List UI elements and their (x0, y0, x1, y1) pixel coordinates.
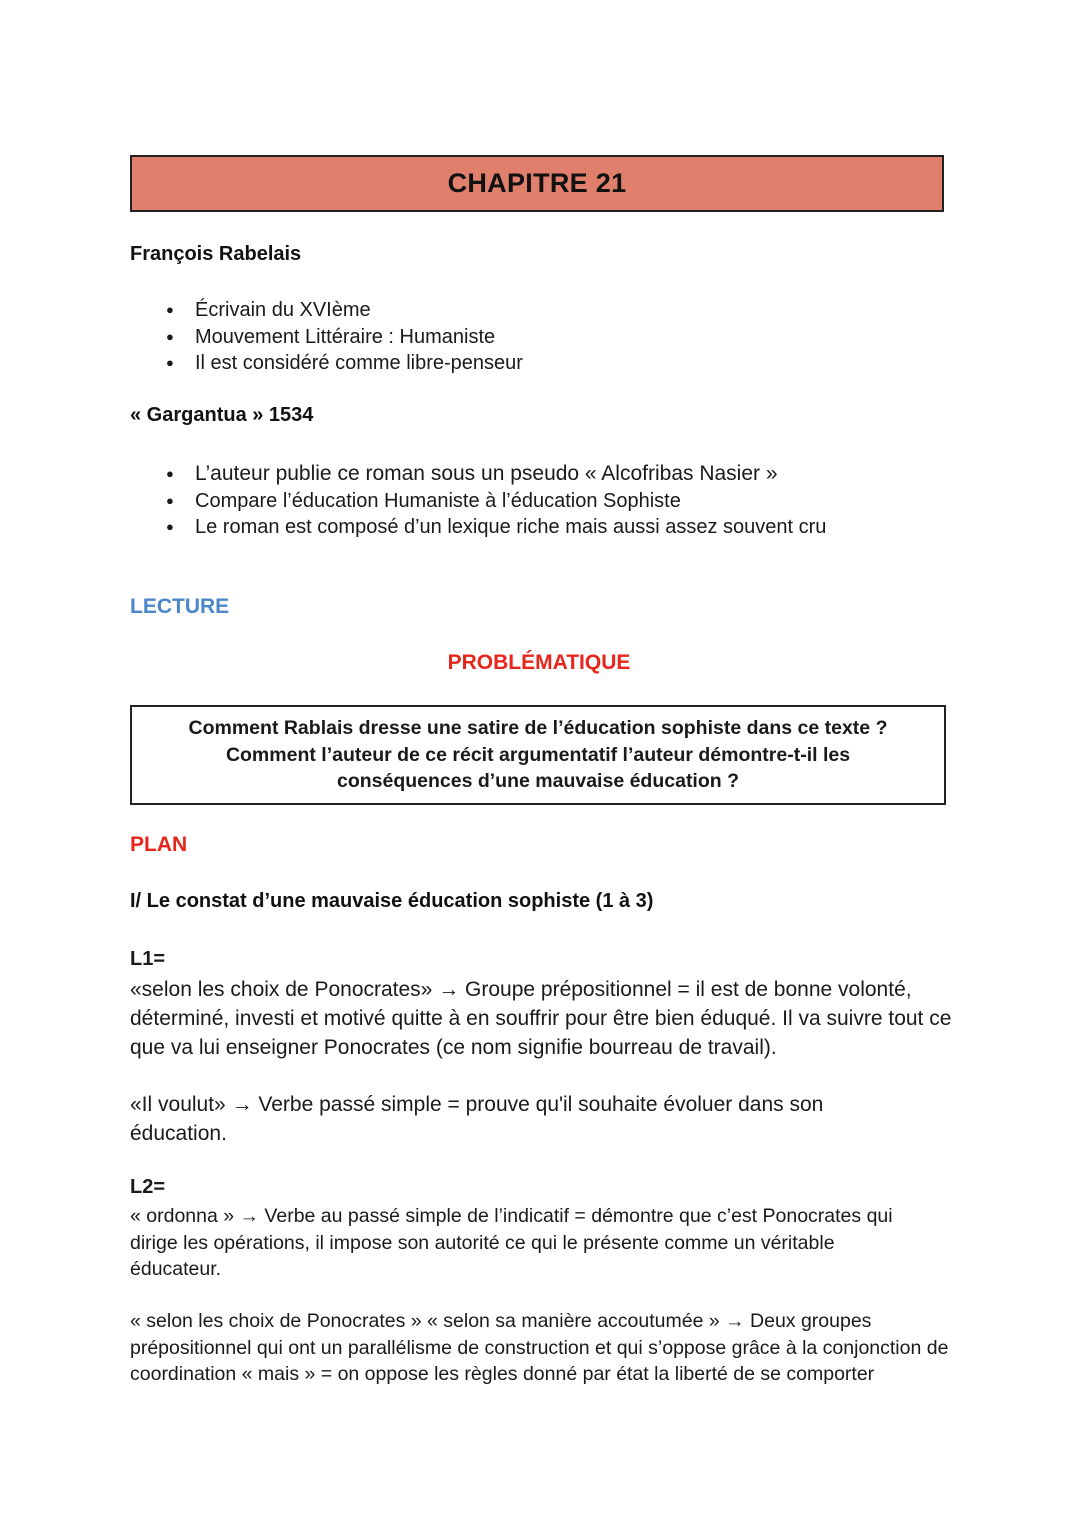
list-item: ● L’auteur publie ce roman sous un pseudo « Alcofribas Nasier » (130, 461, 980, 488)
l2-label: L2= (130, 1176, 166, 1198)
problematique-box (130, 705, 946, 805)
problematique-line: Comment Rablais dresse une satire de l’éducation sophiste dans ce texte ? (188, 717, 888, 740)
list-item: ● Écrivain du XVIème (130, 297, 930, 324)
problematique-line: Comment l’auteur de ce récit argumentatif l’auteur démontre-t-il les (225, 743, 851, 766)
list-item: ● Le roman est composé d’un lexique riche mais aussi assez souvent cru (130, 514, 980, 541)
problematique-text (168, 715, 908, 795)
list-item: ● Il est considéré comme libre-penseur (130, 350, 930, 377)
chapter-banner (130, 155, 944, 212)
l1-paragraph-1: «selon les choix de Ponocrates» → Groupe prépositionnel = il est de bonne volonté, déterminé, investi et motivé quitte à en souffrir pour être bien éduqué. Il va suivre tout ce que va lui enseigner Ponocrates (ce nom signifie bourreau de travail). (130, 978, 952, 1059)
list-item: ● Mouvement Littéraire : Humaniste (130, 324, 930, 351)
list-item: ● Compare l’éducation Humaniste à l’éducation Sophiste (130, 488, 980, 515)
l1-label: L1= (130, 948, 166, 970)
work-heading: « Gargantua » 1534 (130, 404, 314, 426)
l1-paragraph-2: «Il voulut» → Verbe passé simple = prouve qu'il souhaite évoluer dans son éducation. (130, 1093, 824, 1145)
plan-part-1: I/ Le constat d’une mauvaise éducation sophiste (1 à 3) (130, 890, 654, 912)
problematique-line: conséquences d’une mauvaise éducation ? (336, 770, 740, 793)
work-bullets (130, 461, 980, 541)
problematique-heading: PROBLÉMATIQUE (447, 651, 631, 674)
l2-paragraph-2: « selon les choix de Ponocrates » « selon sa manière accoutumée » → Deux groupes prépositionnel qui ont un parallélisme de construction et qui s’oppose grâce à la conjonction de coordination « mais » = on oppose les règles donné par état la liberté de se comporter (130, 1310, 949, 1385)
author-heading: François Rabelais (130, 243, 302, 265)
chapter-title: CHAPITRE 21 (447, 168, 627, 198)
author-bullets (130, 297, 930, 377)
l2-paragraph-1: « ordonna » → Verbe au passé simple de l’indicatif = démontre que c’est Ponocrates qui dirige les opérations, il impose son autorité ce qui le présente comme un véritable éducateur. (130, 1205, 893, 1280)
lecture-heading: LECTURE (130, 595, 230, 618)
plan-heading: PLAN (130, 833, 188, 856)
